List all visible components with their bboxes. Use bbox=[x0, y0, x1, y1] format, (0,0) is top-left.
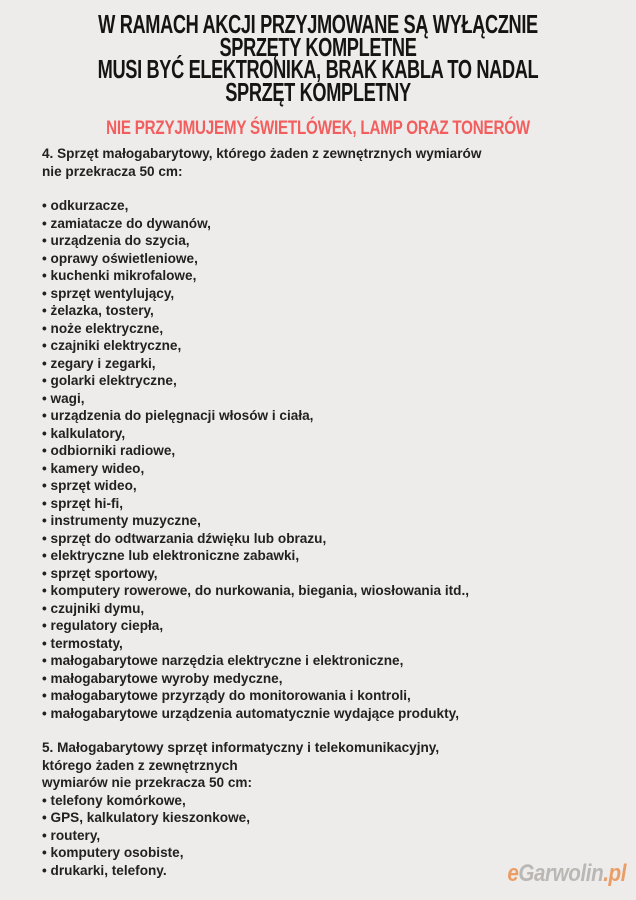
list-item: • kuchenki mikrofalowe, bbox=[42, 267, 600, 285]
section4-heading-line: 4. Sprzęt małogabarytowy, którego żaden z zewnętrznych wymiarów bbox=[42, 146, 482, 161]
headline-line: W RAMACH AKCJI PRZYJMOWANE SĄ WYŁĄCZNIE bbox=[98, 9, 538, 39]
list-item: • zegary i zegarki, bbox=[42, 355, 600, 373]
list-item: • sprzęt hi-fi, bbox=[42, 495, 600, 513]
list-item: • noże elektryczne, bbox=[42, 320, 600, 338]
list-item: • telefony komórkowe, bbox=[42, 792, 600, 810]
watermark-prefix: e bbox=[507, 860, 519, 887]
section5-heading-line: 5. Małogabarytowy sprzęt informatyczny i telekomunikacyjny, bbox=[42, 740, 440, 755]
list-item: • instrumenty muzyczne, bbox=[42, 512, 600, 530]
watermark-logo bbox=[507, 860, 626, 888]
list-item: • wagi, bbox=[42, 390, 600, 408]
list-item: • czajniki elektryczne, bbox=[42, 337, 600, 355]
section5-heading-line: wymiarów nie przekracza 50 cm: bbox=[42, 775, 253, 790]
headline-block bbox=[95, 0, 540, 107]
section-small-equipment bbox=[42, 145, 600, 722]
list-item: • urządzenia do pielęgnacji włosów i ciała, bbox=[42, 407, 600, 425]
list-item: • małogabarytowe narzędzia elektryczne i elektroniczne, bbox=[42, 652, 600, 670]
section-it-telecom bbox=[42, 739, 600, 879]
headline-line: SPRZĘTY KOMPLETNE bbox=[219, 31, 417, 62]
list-item: • sprzęt wentylujący, bbox=[42, 285, 600, 303]
section4-heading-line: nie przekracza 50 cm: bbox=[42, 163, 183, 179]
list-item: • kamery wideo, bbox=[42, 460, 600, 478]
list-item: • routery, bbox=[42, 827, 600, 845]
list-item: • termostaty, bbox=[42, 635, 600, 653]
list-item: • sprzęt wideo, bbox=[42, 477, 600, 495]
list-item: • GPS, kalkulatory kieszonkowe, bbox=[42, 809, 600, 827]
list-item: • żelazka, tostery, bbox=[42, 302, 600, 320]
list-item: • małogabarytowe urządzenia automatycznie wydające produkty, bbox=[42, 705, 600, 723]
list-item: • sprzęt sportowy, bbox=[42, 565, 600, 583]
list-item: • sprzęt do odtwarzania dźwięku lub obrazu, bbox=[42, 530, 600, 548]
headline-line: MUSI BYĆ ELEKTRONIKA, BRAK KABLA TO NADAL bbox=[97, 54, 539, 84]
list-item: • kalkulatory, bbox=[42, 425, 600, 443]
list-item: • komputery rowerowe, do nurkowania, biegania, wiosłowania itd., bbox=[42, 582, 600, 600]
section5-heading-line: którego żaden z zewnętrznych bbox=[42, 757, 238, 773]
section5-heading bbox=[42, 739, 600, 792]
list-item: • zamiatacze do dywanów, bbox=[42, 215, 600, 233]
headline-line: SPRZĘT KOMPLETNY bbox=[225, 76, 411, 107]
list-item: • małogabarytowe przyrządy do monitorowania i kontroli, bbox=[42, 687, 600, 705]
list-item: • regulatory ciepła, bbox=[42, 617, 600, 635]
warning-text: NIE PRZYJMUJEMY ŚWIETLÓWEK, LAMP ORAZ TONERÓW bbox=[106, 117, 530, 139]
body-content bbox=[42, 145, 600, 879]
watermark-suffix: .pl bbox=[603, 860, 626, 887]
watermark-middle: Garwolin bbox=[518, 860, 604, 887]
list-item: • odkurzacze, bbox=[42, 197, 600, 215]
section4-heading bbox=[42, 145, 600, 180]
list-item: • urządzenia do szycia, bbox=[42, 232, 600, 250]
list-item: • golarki elektryczne, bbox=[42, 372, 600, 390]
list-item: • oprawy oświetleniowe, bbox=[42, 250, 600, 268]
list-item: • odbiorniki radiowe, bbox=[42, 442, 600, 460]
list-item: • drukarki, telefony. bbox=[42, 862, 600, 880]
list-item: • czujniki dymu, bbox=[42, 600, 600, 618]
section4-list bbox=[42, 197, 600, 722]
list-item: • małogabarytowe wyroby medyczne, bbox=[42, 670, 600, 688]
list-item: • elektryczne lub elektroniczne zabawki, bbox=[42, 547, 600, 565]
list-item: • komputery osobiste, bbox=[42, 844, 600, 862]
